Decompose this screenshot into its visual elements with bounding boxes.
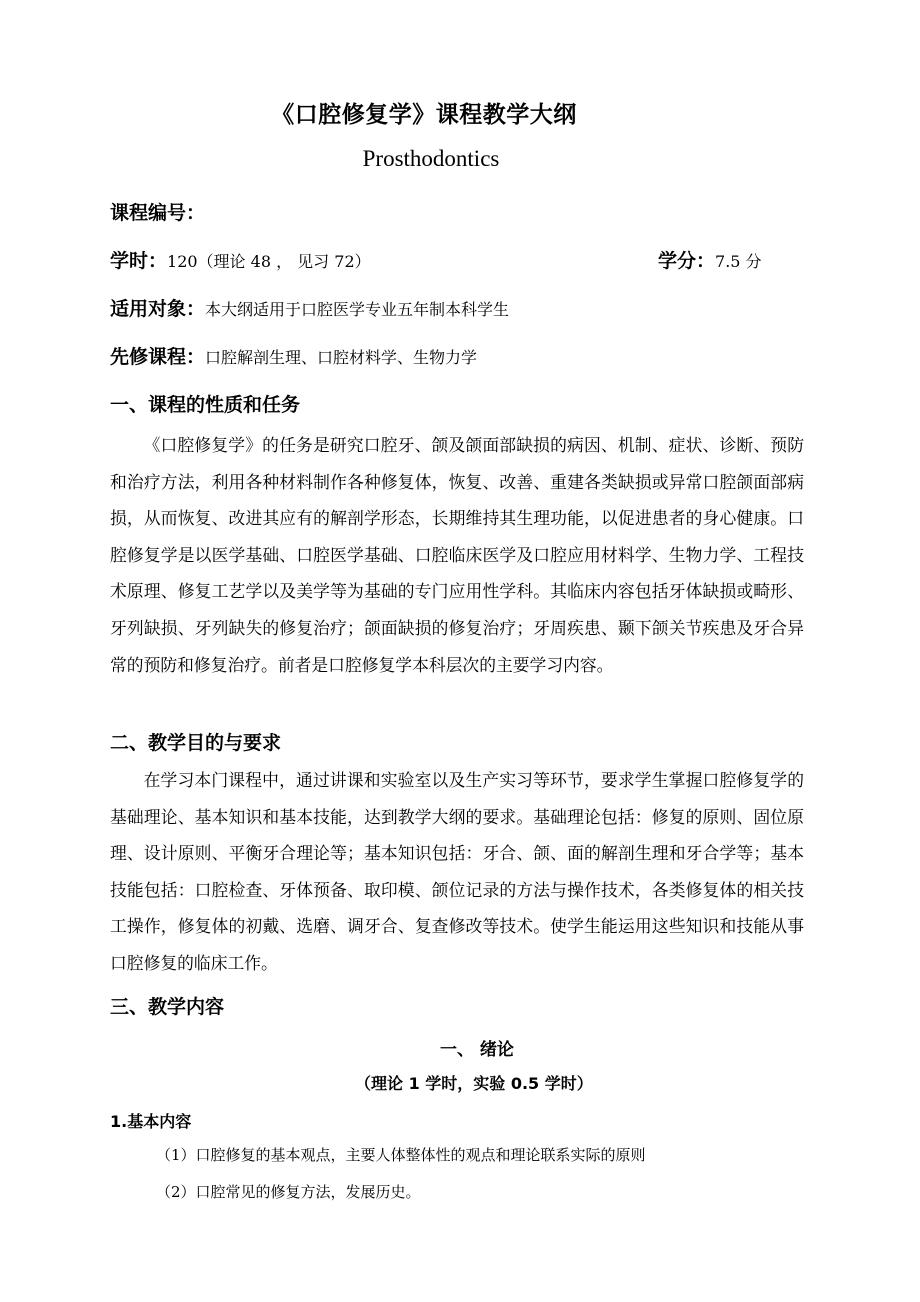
prereq-value: 口腔解剖生理、口腔材料学、生物力学 [205, 348, 478, 367]
section-heading-nature: 一、课程的性质和任务 [110, 394, 301, 416]
course-code-row [110, 198, 205, 225]
chapter-sub-heading: 1.基本内容 [110, 1112, 192, 1131]
prereq-row [110, 342, 477, 369]
section-body-nature: 《口腔修复学》的任务是研究口腔牙、颌及颌面部缺损的病因、机制、症状、诊断、预防和治疗方法，利用各种材料制作各种修复体，恢复、改善、重建各类缺损或异常口腔颌面部病损，从而恢复、改进其应有的解剖学形态，长期维持其生理功能，以促进患者的身心健康。口腔修复学是以医学基础、口腔医学基础、口腔临床医学及口腔应用材料学、生物力学、工程技术原理、修复工艺学以及美学等为基础的专门应用性学科。其临床内容包括牙体缺损或畸形、牙列缺损、牙列缺失的修复治疗；颌面缺损的修复治疗；牙周疾患、颞下颌关节疾患及牙合异常的预防和修复治疗。前者是口腔修复学本科层次的主要学习内容。 [110, 435, 804, 675]
document-subtitle: Prosthodontics [362, 146, 500, 171]
credit-label: 学分： [658, 250, 716, 272]
content-item: （2）口腔常见的修复方法，发展历史。 [156, 1183, 421, 1201]
audience-label: 适用对象： [110, 298, 206, 320]
audience-row [110, 294, 509, 321]
hours-label: 学时： [110, 250, 168, 272]
hours-value: 120（理论 48 ， 见习 72） [167, 252, 371, 271]
content-item: （1）口腔修复的基本观点，主要人体整体性的观点和理论联系实际的原则 [156, 1146, 646, 1164]
chapter-hours: （理论 1 学时，实验 0.5 学时） [355, 1074, 593, 1093]
prereq-label: 先修课程： [110, 346, 206, 368]
hours-row [110, 246, 371, 273]
credit-row [658, 246, 762, 273]
section-body-goals: 在学习本门课程中，通过讲课和实验室以及生产实习等环节，要求学生掌握口腔修复学的基础理论、基本知识和基本技能，达到教学大纲的要求。基础理论包括：修复的原则、固位原理、设计原则、平衡牙合理论等；基本知识包括：牙合、颌、面的解剖生理和牙合学等；基本技能包括：口腔检查、牙体预备、取印模、颌位记录的方法与操作技术，各类修复体的相关技工操作，修复体的初戴、选磨、调牙合、复查修改等技术。使学生能运用这些知识和技能从事口腔修复的临床工作。 [110, 770, 804, 973]
credit-value: 7.5 分 [715, 252, 762, 271]
chapter-title: 一、 绪论 [440, 1040, 514, 1060]
audience-value: 本大纲适用于口腔医学专业五年制本科学生 [205, 300, 510, 319]
document-title: 《口腔修复学》课程教学大纲 [271, 102, 577, 128]
course-code-label: 课程编号： [110, 202, 206, 224]
section-heading-content: 三、教学内容 [110, 996, 225, 1018]
section-heading-goals: 二、教学目的与要求 [110, 732, 282, 754]
